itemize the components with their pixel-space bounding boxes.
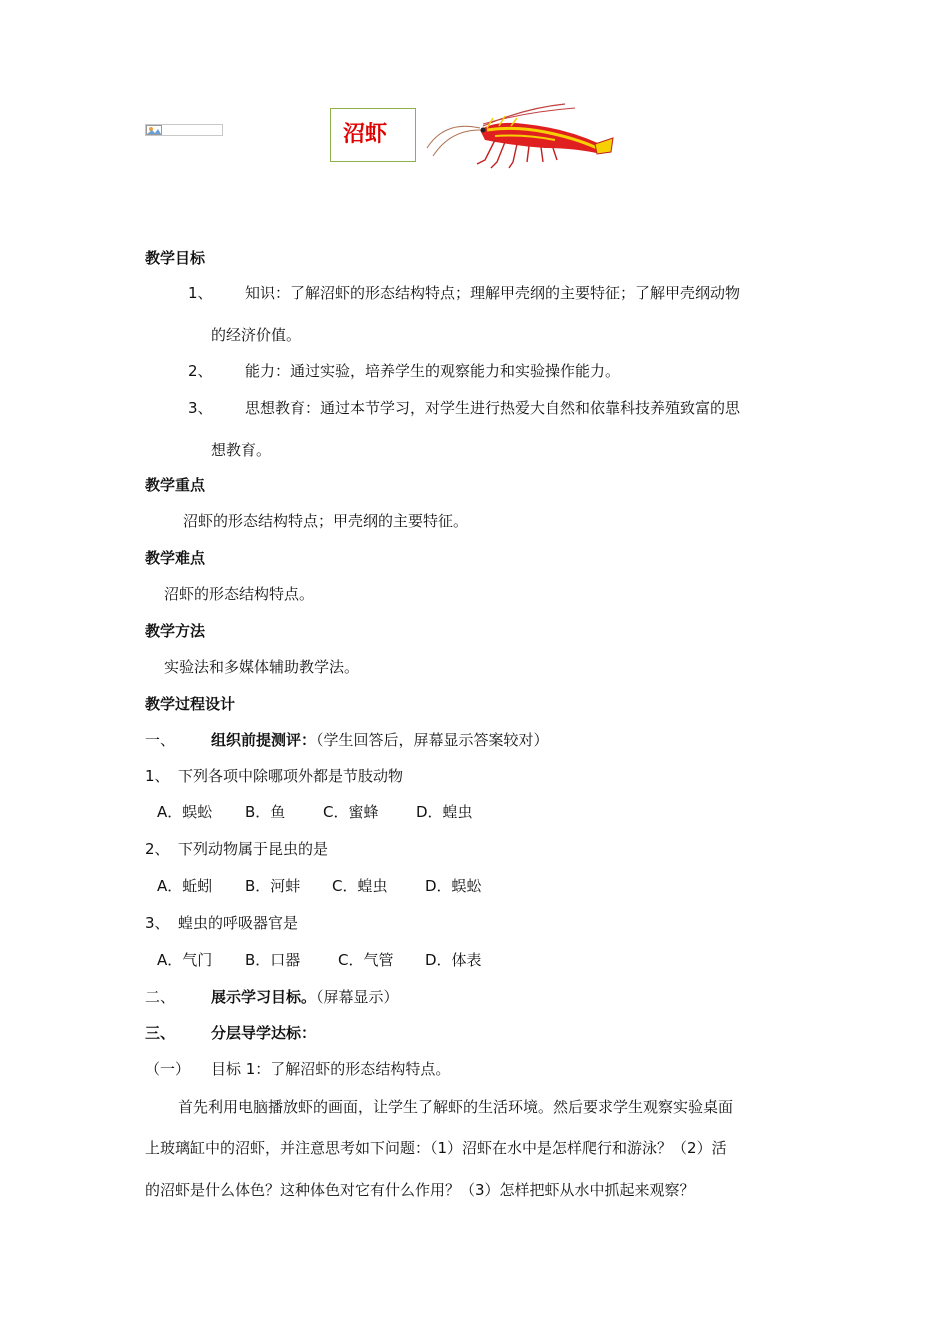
step-number: 一、 [145, 731, 176, 749]
objective-text: 知识：了解沼虾的形态结构特点；理解甲壳纲的主要特征；了解甲壳纲动物 [245, 284, 741, 302]
option: B．鱼 [245, 803, 286, 821]
step-note: （屏幕显示） [316, 988, 399, 1006]
option: B．口器 [245, 951, 301, 969]
option: D．蜈蚣 [425, 877, 482, 895]
option: B．河蚌 [245, 877, 301, 895]
key-points-text: 沼虾的形态结构特点；甲壳纲的主要特征。 [183, 512, 469, 530]
broken-image-placeholder [145, 124, 223, 136]
difficulties-text: 沼虾的形态结构特点。 [164, 585, 315, 603]
step-title: 展示学习目标。 [211, 988, 317, 1006]
option: D．体表 [425, 951, 482, 969]
option: A．蚯蚓 [157, 877, 213, 895]
shrimp-illustration [425, 100, 615, 170]
page-title: 沼虾 [330, 108, 416, 162]
question-number: 2、 [145, 840, 170, 858]
sub-step-text: 目标 1：了解沼虾的形态结构特点。 [211, 1060, 451, 1078]
step-number: 二、 [145, 988, 176, 1006]
body-paragraph-line: 的沼虾是什么体色？这种体色对它有什么作用？（3）怎样把虾从水中抓起来观察？ [145, 1181, 695, 1199]
section-heading-process: 教学过程设计 [145, 695, 236, 713]
option: A．气门 [157, 951, 213, 969]
objective-number: 3、 [188, 399, 213, 417]
objective-text: 能力：通过实验，培养学生的观察能力和实验操作能力。 [245, 362, 621, 380]
body-paragraph-line: 首先利用电脑播放虾的画面，让学生了解虾的生活环境。然后要求学生观察实验桌面 [178, 1098, 734, 1116]
step-title: 分层导学达标： [211, 1024, 317, 1042]
broken-image-icon [146, 125, 162, 135]
step-line [211, 729, 549, 750]
option: C．蝗虫 [332, 877, 388, 895]
section-heading-difficulties: 教学难点 [145, 549, 206, 567]
option: A．蜈蚣 [157, 803, 213, 821]
objective-number: 2、 [188, 362, 213, 380]
body-paragraph-line: 上玻璃缸中的沼虾，并注意思考如下问题：（1）沼虾在水中是怎样爬行和游泳？（2）活 [145, 1139, 727, 1157]
step-line [211, 986, 399, 1007]
question-text: 蝗虫的呼吸器官是 [178, 914, 299, 932]
question-text: 下列各项中除哪项外都是节肢动物 [178, 767, 404, 785]
objective-text: 思想教育：通过本节学习，对学生进行热爱大自然和依靠科技养殖致富的思 [245, 399, 741, 417]
option: D．蝗虫 [416, 803, 473, 821]
section-heading-objectives: 教学目标 [145, 249, 206, 267]
step-number: 三、 [145, 1024, 176, 1042]
step-note: （学生回答后，屏幕显示答案较对） [316, 731, 549, 749]
step-title: 组织前提测评： [211, 731, 317, 749]
sub-step-number: （一） [145, 1060, 191, 1078]
question-number: 1、 [145, 767, 170, 785]
question-number: 3、 [145, 914, 170, 932]
section-heading-key-points: 教学重点 [145, 476, 206, 494]
question-text: 下列动物属于昆虫的是 [178, 840, 329, 858]
objective-number: 1、 [188, 284, 213, 302]
methods-text: 实验法和多媒体辅助教学法。 [164, 658, 360, 676]
objective-text-cont: 想教育。 [211, 441, 272, 459]
section-heading-methods: 教学方法 [145, 622, 206, 640]
objective-text-cont: 的经济价值。 [211, 326, 302, 344]
option: C．蜜蜂 [323, 803, 379, 821]
option: C．气管 [338, 951, 394, 969]
